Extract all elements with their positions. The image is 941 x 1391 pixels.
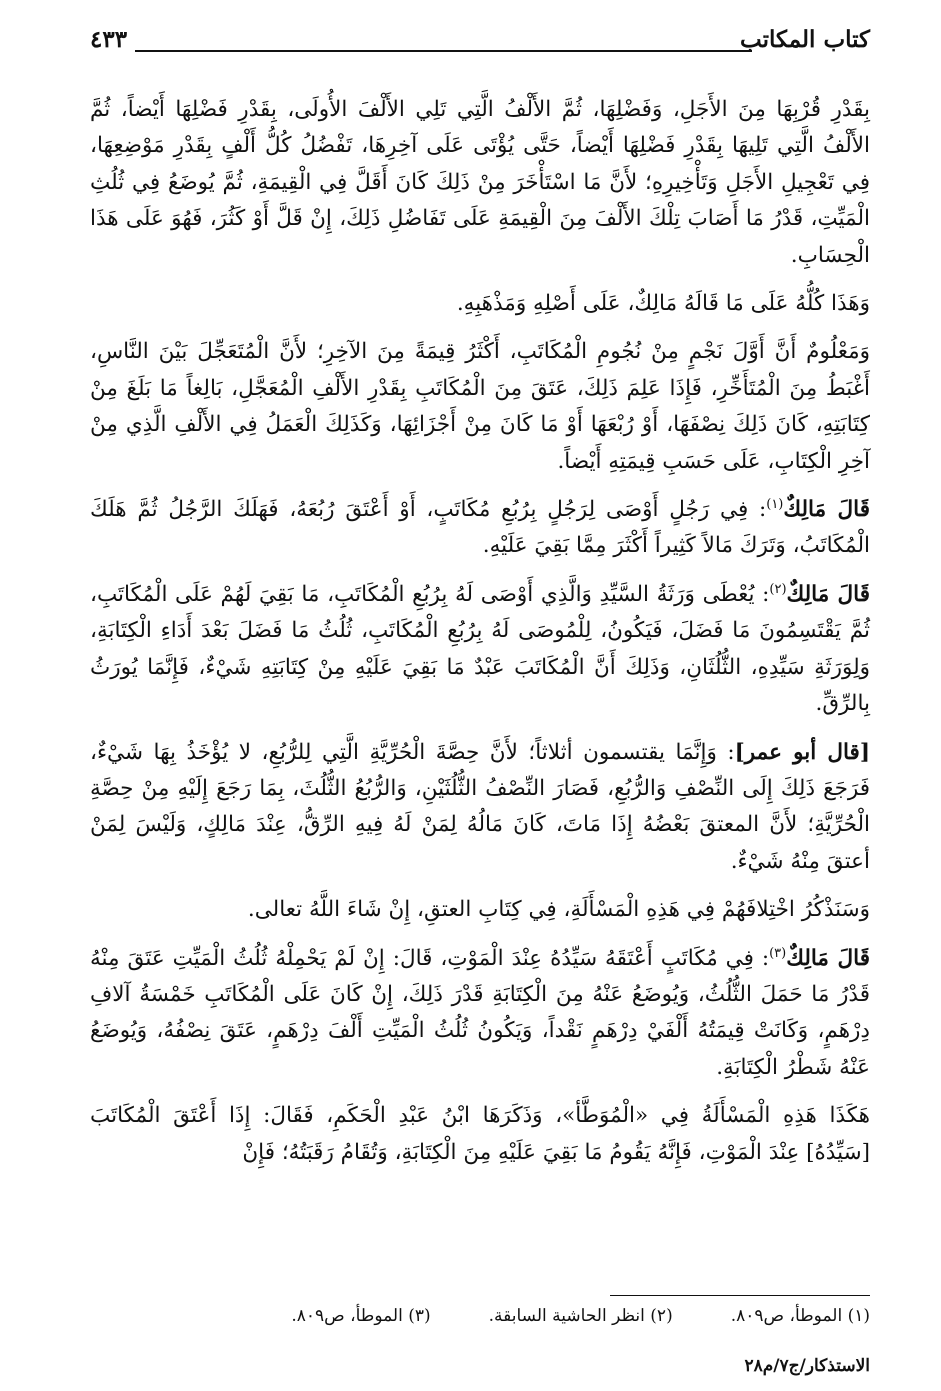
footnote-ref: (٣) <box>769 945 787 961</box>
main-text <box>90 92 870 1183</box>
paragraph-text: هَكَذَا هَذِهِ الْمَسْأَلَةُ فِي «الْمُوَطَّأ»، وَذَكَرَهَا ابْنُ عَبْدِ الْحَكَمِ، فَقَالَ: إِذَا أَعْتَقَ الْمُكَاتَبَ [سَيِّدُهُ] عِنْدَ الْمَوْتِ، فَإِنَّهُ يَقُومُ مَا بَقِيَ عَلَيْهِ مِنَ الْكِتَابَةِ، وَتُقَامُ رَقَبَتُهُ؛ فَإِنْ <box>90 1103 870 1165</box>
footnote-item: (٢) انظر الحاشية السابقة. <box>488 1306 673 1326</box>
paragraph <box>90 334 870 480</box>
paragraph-lead: قَالَ مَالِكٌ <box>783 497 870 523</box>
paragraph <box>90 1098 870 1171</box>
paragraph-text: : يُعْطَى وَرَثَةُ السَّيِّدِ وَالَّذِي أَوْصَى لَهُ بِرُبُعِ الْمُكَاتَبِ، مَا بَقِيَ لَهُمْ عَلَى الْمُكَاتَبِ، ثُمَّ يَقْتَسِمُونَ مَا فَضَلَ، فَيَكُونُ، لِلْمُوصَى لَهُ بِرُبُعِ الْمُكَاتَبِ، ثُلُثُ مَا فَضَلَ بَعْدَ أَدَاءِ الْكِتَابَةِ، وَلِوَرَثَةِ سَيِّدِهِ، الثُّلُثَانِ، وَذَلِكَ أَنَّ الْمُكَاتَبَ عَبْدٌ مَا بَقِيَ عَلَيْهِ مِنْ كِتَابَتِهِ شَيْءٌ، فَإِنَّمَا يُورَثُ بِالرِّقِّ. <box>90 581 870 717</box>
paragraph-text: : وَإِنَّمَا يقتسمون أثلاثاً؛ لأَنَّ حِصَّةَ الْحُرِّيَّةِ الَّتِي لِلرُّبُعِ، لا يُؤْخَذُ بِهَا شَيْءٌ، فَرَجَعَ ذَلِكَ إِلَى النِّصْفِ وَالرُّبُعِ، فَصَارَ النِّصْفُ الثُّلُثَيْنِ، وَالرُّبُعُ الثُّلُثَ، بِمَا رَجَعَ إِلَيْهِ مِنْ حِصَّةِ الْحُرِّيَّةِ؛ لأَنَّ المعتقَ بَعْضُهُ إِذَا مَاتَ، كَانَ مَالُهُ لِمَنْ لَهُ فِيهِ الرِّقُّ، عِنْدَ مَالِكٍ، وَلَيْسَ لِمَنْ أعتقَ مِنْهُ شَيْءٌ. <box>90 739 870 874</box>
paragraph-text: : فِي رَجُلٍ أَوْصَى لِرَجُلٍ بِرُبُعِ مُكَاتَبٍ، أَوْ أَعْتَقَ رُبُعَهُ، فَهَلَكَ الرَّجُلُ ثُمَّ هَلَكَ الْمُكَاتَبُ، وَتَرَكَ مَالاً كَثِيراً أَكْثَرَ مِمَّا بَقِيَ عَلَيْهِ. <box>90 497 870 559</box>
paragraph-lead: [قال أبو عمر] <box>734 739 871 765</box>
signature-mark: الاستذكار/ج٧/م٢٨ <box>744 1356 870 1376</box>
paragraph <box>90 735 870 881</box>
footnote-ref: (٢) <box>769 581 787 597</box>
paragraph-text: وَهَذَا كُلُّهُ عَلَى مَا قَالَهُ مَالِكٌ، عَلَى أَصْلِهِ وَمَذْهَبِهِ. <box>456 291 870 317</box>
page-number: ٤٣٣ <box>90 26 128 53</box>
paragraph-text: وَسَنَذْكُرُ اخْتِلافَهُمْ فِي هَذِهِ الْمَسْأَلَةِ، فِي كِتَابِ العتقِ، إِنْ شَاءَ اللَّهُ تعالى. <box>247 897 870 923</box>
paragraph <box>90 892 870 928</box>
paragraph <box>90 492 870 565</box>
paragraph-lead: قَالَ مَالِكٌ <box>786 581 870 607</box>
paragraph-text: بِقَدْرِ قُرْبِهَا مِنَ الأَجَلِ، وَفَضْلِهَا، ثُمَّ الأَلْفُ الَّتِي تَلِي الأَلْفَ الأُولَى، بِقَدْرِ فَضْلِهَا أَيْضاً، ثُمَّ الأَلْفُ الَّتِي تَلِيهَا بِقَدْرِ فَضْلِهَا أَيْضاً، حَتَّى يُؤْتَى عَلَى آخِرِهَا، تَفْضُلُ كُلُّ أَلْفٍ بِقَدْرِ مَوْضِعِهَا، فِي تَعْجِيلِ الأَجَلِ وَتَأْخِيرِهِ؛ لأَنَّ مَا اسْتَأْخَرَ مِنْ ذَلِكَ كَانَ أَقَلَّ فِي الْقِيمَةِ، ثُمَّ يُوضَعُ فِي ثُلُثِ الْمَيِّتِ، قَدْرُ مَا أَصَابَ تِلْكَ الأَلْفَ مِنَ الْقِيمَةِ عَلَى تَفَاضُلِ ذَلِكَ، إِنْ قَلَّ أَوْ كَثُرَ، فَهُوَ عَلَى هَذَا الْحِسَابِ. <box>90 97 870 268</box>
footnotes <box>90 1303 870 1329</box>
footnote-item: (١) الموطأ، ص٨٠٩. <box>730 1306 870 1326</box>
footnote-rule <box>610 1295 870 1296</box>
running-title: كتاب المكاتب <box>740 26 870 53</box>
footnote-ref: (١) <box>766 496 784 512</box>
paragraph <box>90 92 870 274</box>
header-rule <box>135 50 752 52</box>
paragraph-text: وَمَعْلُومٌ أَنَّ أَوَّلَ نَجْمٍ مِنْ نُجُومِ الْمُكَاتَبِ، أَكْثَرُ قِيمَةً مِنَ الآخِرِ؛ لأَنَّ الْمُتَعَجِّلَ بَيْنَ النَّاسِ، أَغْبَطُ مِنَ الْمُتَأَخِّرِ، فَإِذَا عَلِمَ ذَلِكَ، عَتَقَ مِنَ الْمُكَاتَبِ بِقَدْرِ الأَلْفِ الْمُعَجَّلِ، بَالِغاً مَا بَلَغَ مِنْ كِتَابَتِهِ، كَانَ ذَلِكَ نِصْفَهَا، أَوْ رُبْعَهَا أَوْ مَا كَانَ مِنْ أَجْزَائِهَا، وَكَذَلِكَ الْعَمَلُ فِي الأَلْفِ الَّذِي مِنْ آخِرِ الْكِتَابِ، عَلَى حَسَبِ قِيمَتِهِ أَيْضاً. <box>90 339 870 474</box>
paragraph <box>90 577 870 723</box>
paragraph-text: : فِي مُكَاتَبٍ أَعْتَقَهُ سَيِّدُهُ عِنْدَ الْمَوْتِ، قَالَ: إِنْ لَمْ يَحْمِلْهُ ثُلُثُ الْمَيِّتِ عَتَقَ مِنْهُ قَدْرُ مَا حَمَلَ الثُّلُثُ، وَيُوضَعُ عَنْهُ مِنَ الْكِتَابَةِ قَدْرَ ذَلِكَ، إِنْ كَانَ عَلَى الْمُكَاتَبِ خَمْسَةُ آلافِ دِرْهَمٍ، وَكَانَتْ قِيمَتُهُ أَلْفَيْ دِرْهَمٍ نَقْداً، وَيَكُونُ ثُلُثُ الْمَيِّتِ أَلْفَ دِرْهَمٍ، عَتَقَ نِصْفُهُ، وَيُوضَعُ عَنْهُ شَطْرُ الْكِتَابَةِ. <box>90 945 870 1080</box>
page-header <box>90 26 870 66</box>
footnote-item: (٣) الموطأ، ص٨٠٩. <box>291 1306 431 1326</box>
paragraph <box>90 941 870 1087</box>
paragraph-lead: قَالَ مَالِكٌ <box>786 945 870 971</box>
paragraph <box>90 286 870 322</box>
